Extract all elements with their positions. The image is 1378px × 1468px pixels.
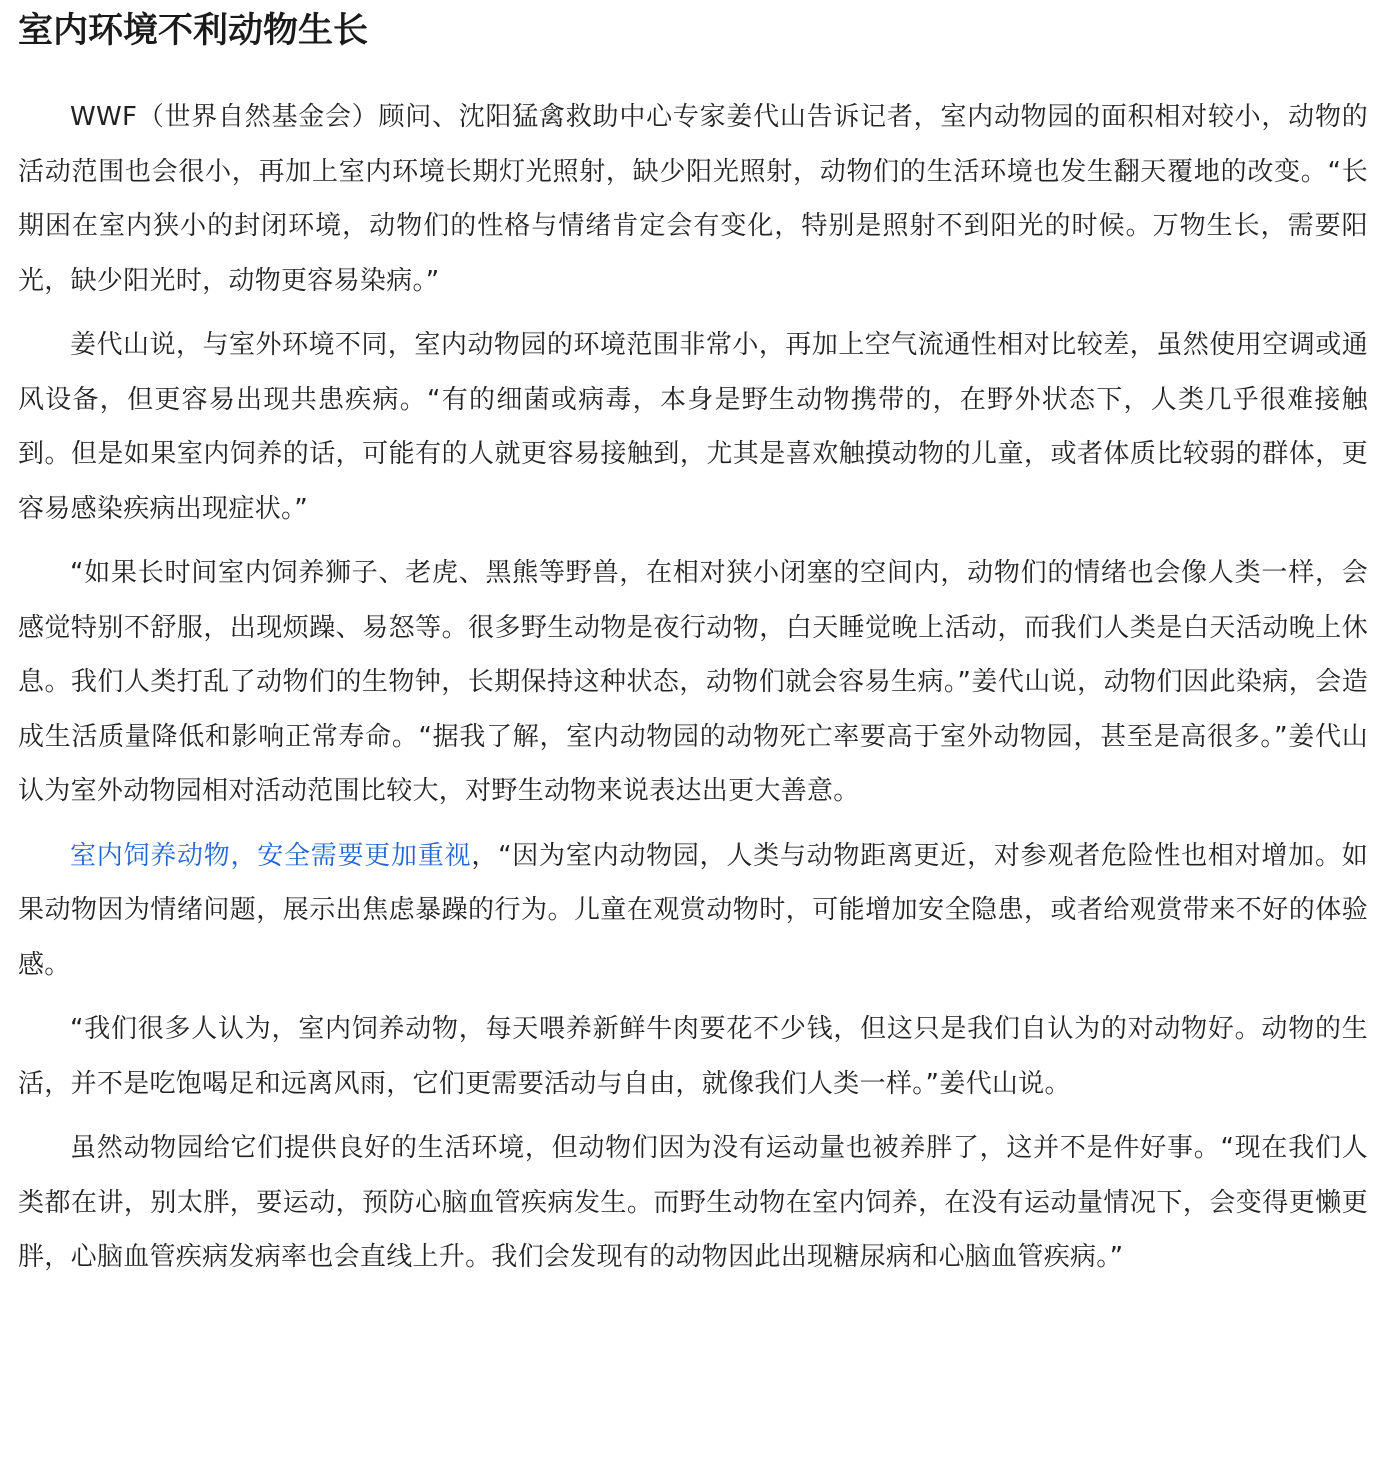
article-paragraph-4 [18, 829, 1368, 993]
article-paragraph-1: WWF（世界自然基金会）顾问、沈阳猛禽救助中心专家姜代山告诉记者，室内动物园的面积相对较小，动物的活动范围也会很小，再加上室内环境长期灯光照射，缺少阳光照射，动物们的生活环境也发生翻天覆地的改变。“长期困在室内狭小的封闭环境，动物们的性格与情绪肯定会有变化，特别是照射不到阳光的时候。万物生长，需要阳光，缺少阳光时，动物更容易染病。” [18, 102, 1368, 296]
article-paragraph-4-text: ，“因为室内动物园，人类与动物距离更近，对参观者危险性也相对增加。如果动物因为情绪问题，展示出焦虑暴躁的行为。儿童在观赏动物时，可能增加安全隐患，或者给观赏带来不好的体验感。 [18, 840, 1368, 980]
article-paragraph-2: 姜代山说，与室外环境不同，室内动物园的环境范围非常小，再加上空气流通性相对比较差，虽然使用空调或通风设备，但更容易出现共患疾病。“有的细菌或病毒，本身是野生动物携带的，在野外状态下，人类几乎很难接触到。但是如果室内饲养的话，可能有的人就更容易接触到，尤其是喜欢触摸动物的儿童，或者体质比较弱的群体，更容易感染疾病出现症状。” [18, 330, 1368, 524]
article-title: 室内环境不利动物生长 [18, 11, 369, 51]
article-paragraph-6: 虽然动物园给它们提供良好的生活环境，但动物们因为没有运动量也被养胖了，这并不是件好事。“现在我们人类都在讲，别太胖，要运动，预防心脑血管疾病发生。而野生动物在室内饲养，在没有运动量情况下，会变得更懒更胖，心脑血管疾病发病率也会直线上升。我们会发现有的动物因此出现糖尿病和心脑血管疾病。” [18, 1133, 1368, 1272]
article-paragraph-5: “我们很多人认为，室内饲养动物，每天喂养新鲜牛肉要花不少钱，但这只是我们自认为的对动物好。动物的生活，并不是吃饱喝足和远离风雨，它们更需要活动与自由，就像我们人类一样。”姜代山说。 [18, 1014, 1368, 1099]
article-paragraph-3: “如果长时间室内饲养狮子、老虎、黑熊等野兽，在相对狭小闭塞的空间内，动物们的情绪也会像人类一样，会感觉特别不舒服，出现烦躁、易怒等。很多野生动物是夜行动物，白天睡觉晚上活动，而我们人类是白天活动晚上休息。我们人类打乱了动物们的生物钟，长期保持这种状态，动物们就会容易生病。”姜代山说，动物们因此染病，会造成生活质量降低和影响正常寿命。“据我了解，室内动物园的动物死亡率要高于室外动物园，甚至是高很多。”姜代山认为室外动物园相对活动范围比较大，对野生动物来说表达出更大善意。 [18, 558, 1368, 806]
related-article-link[interactable]: 室内饲养动物，安全需要更加重视 [70, 840, 472, 871]
